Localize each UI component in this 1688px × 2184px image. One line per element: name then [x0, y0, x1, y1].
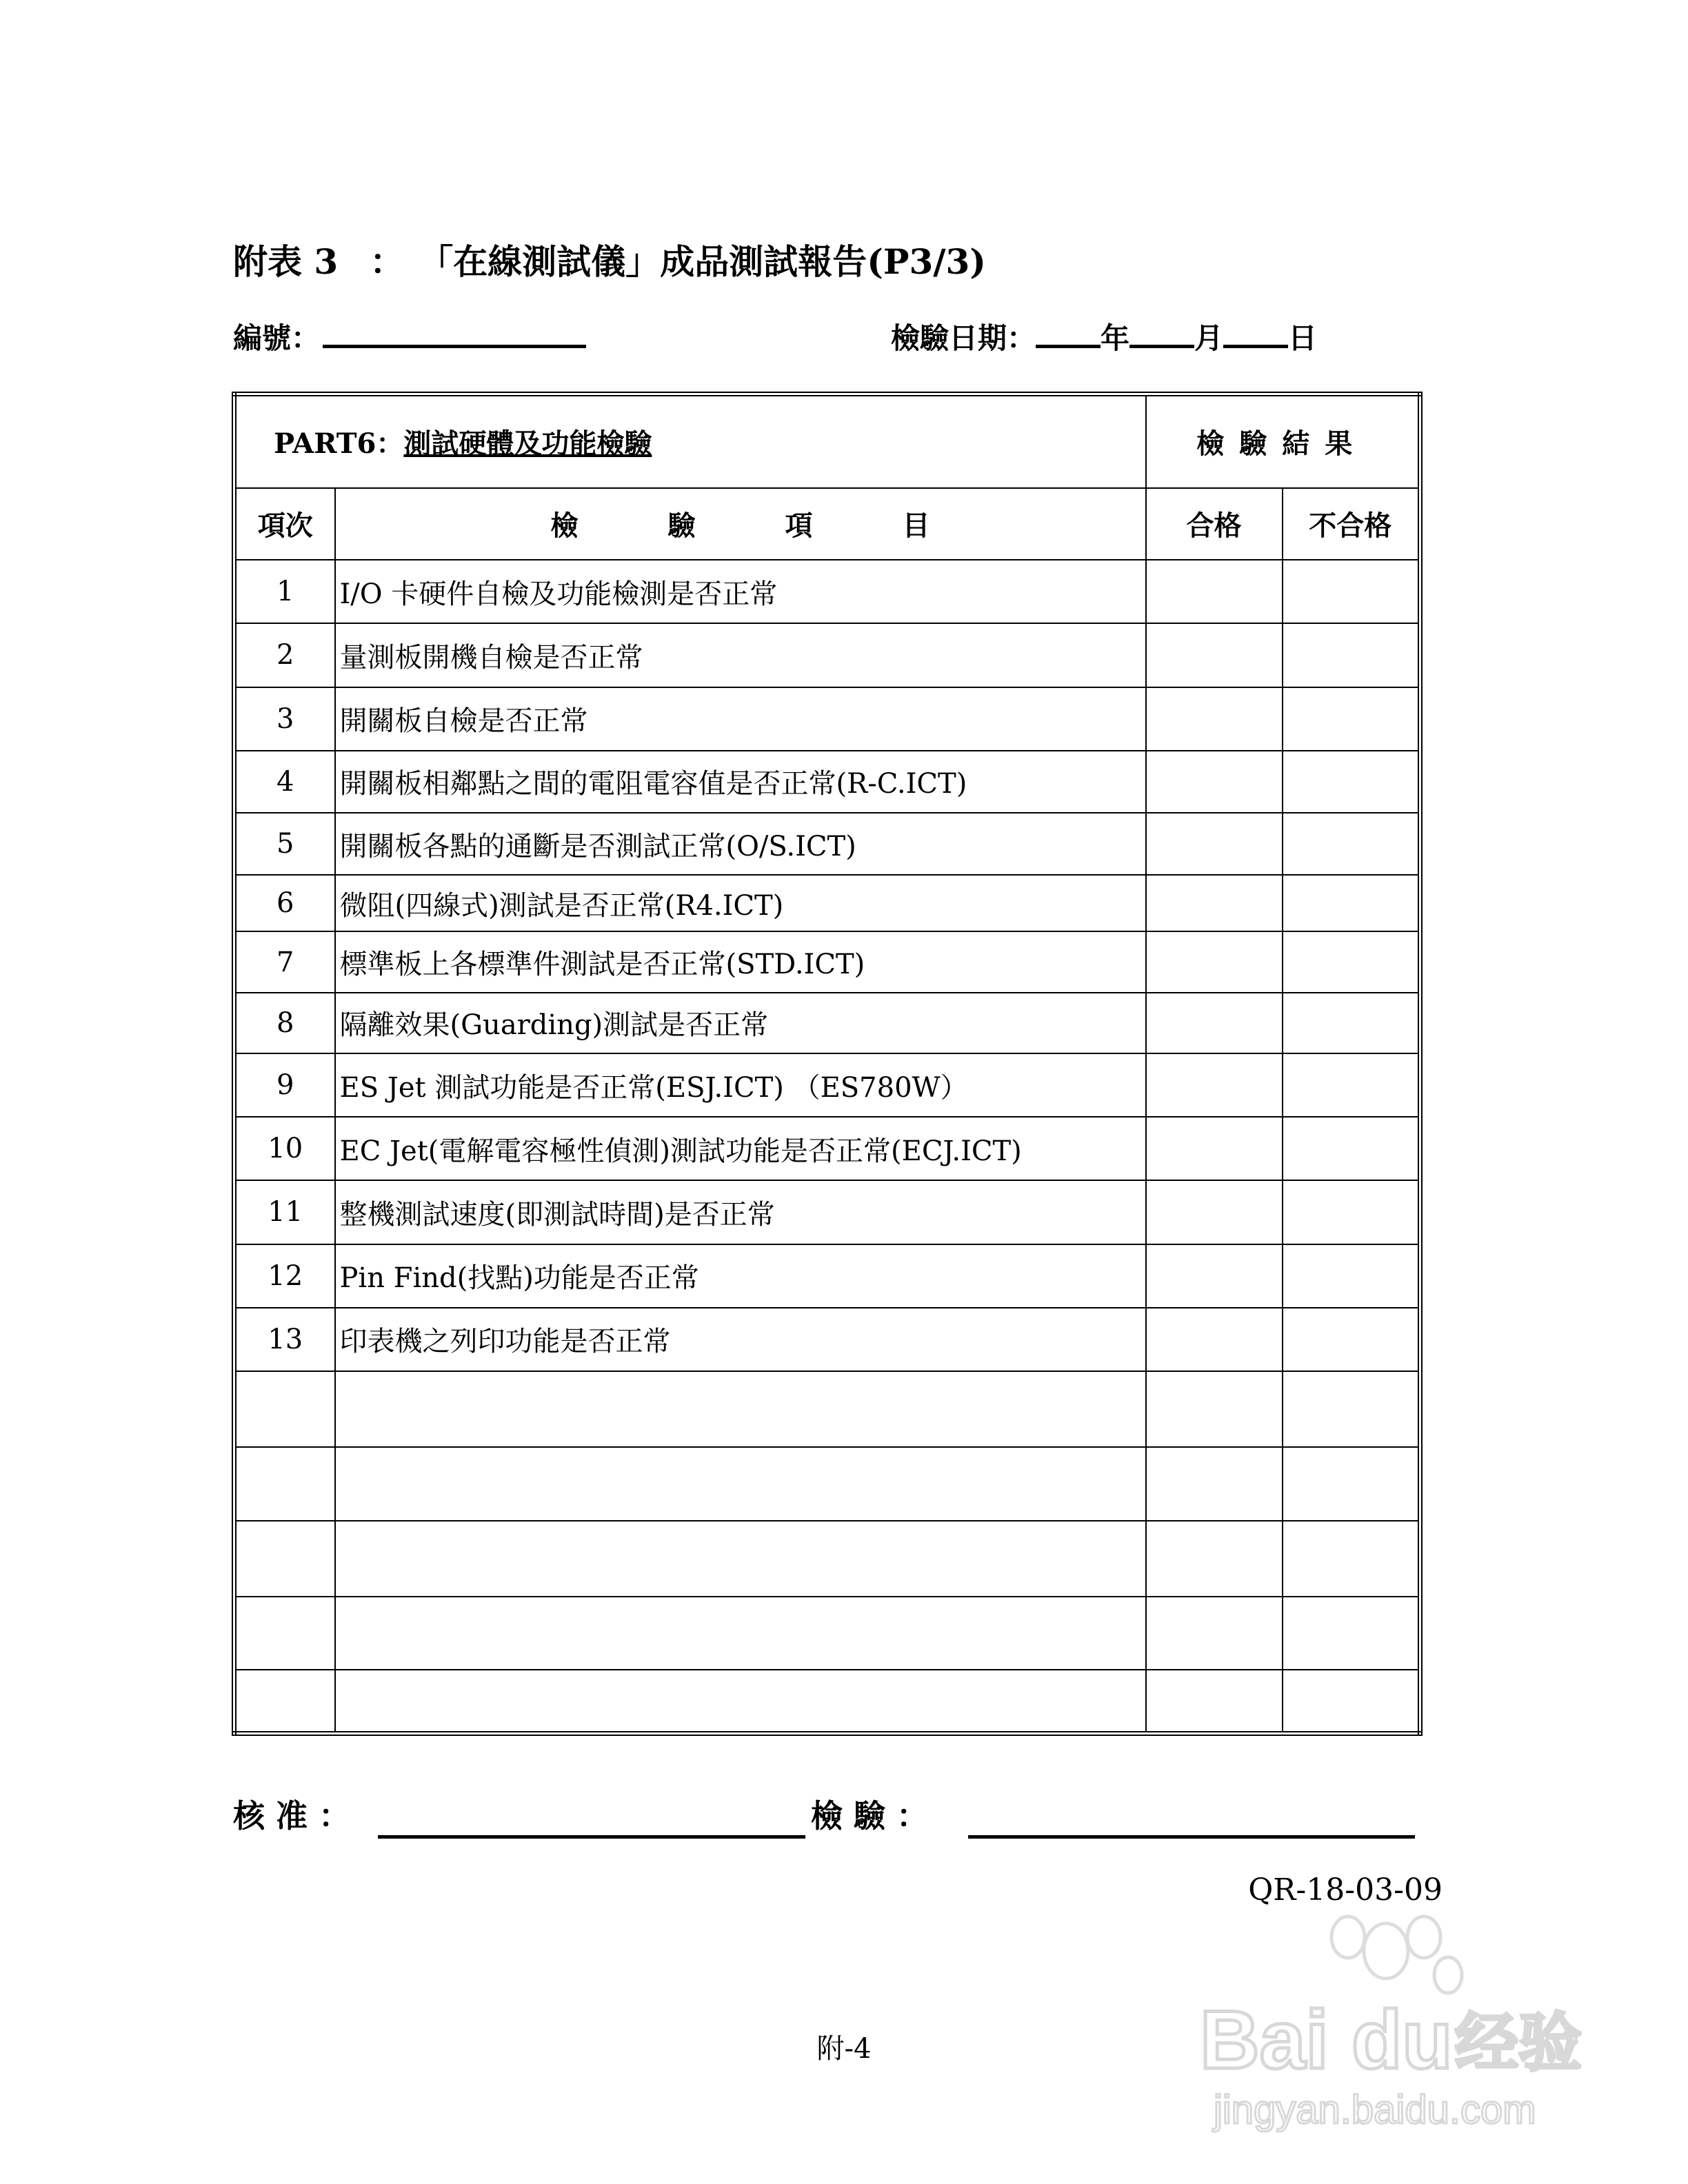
row-item: 量測板開機自檢是否正常 [335, 623, 1146, 687]
blank-fail-cell [1283, 1597, 1420, 1670]
baidu-watermark-logo [1186, 1910, 1586, 2137]
row-item: EC Jet(電解電容極性偵測)測試功能是否正常(ECJ.ICT) [335, 1117, 1146, 1180]
blank-pass-cell [1146, 1447, 1283, 1520]
table-row [234, 993, 1420, 1053]
col-header-pass: 合格 [1146, 488, 1283, 560]
row-item: Pin Find(找點)功能是否正常 [335, 1244, 1146, 1308]
row-item: I/O 卡硬件自檢及功能檢測是否正常 [335, 560, 1146, 623]
pass-cell [1146, 813, 1283, 875]
row-number: 4 [234, 751, 335, 813]
inspect-label: 檢 驗 ： [811, 1797, 929, 1834]
col-header-item [335, 488, 1146, 560]
table-section-header [234, 394, 1420, 488]
table-row [234, 813, 1420, 875]
day-blank [1223, 317, 1288, 348]
blank-fail-cell [1283, 1670, 1420, 1733]
fail-cell [1283, 993, 1420, 1053]
blank-item-cell [335, 1447, 1146, 1520]
fail-cell [1283, 1053, 1420, 1117]
blank-row [234, 1670, 1420, 1733]
form-code: QR-18-03-09 [1248, 1872, 1443, 1908]
fail-cell [1283, 813, 1420, 875]
pass-cell [1146, 623, 1283, 687]
blank-item-cell [335, 1670, 1146, 1733]
svg-text:Bai: Bai [1200, 1994, 1329, 2086]
blank-pass-cell [1146, 1670, 1283, 1733]
blank-no-cell [234, 1447, 335, 1520]
year-label: 年 [1101, 321, 1130, 355]
month-blank [1129, 317, 1194, 348]
document-title [233, 234, 986, 284]
row-item: 微阻(四線式)測試是否正常(R4.ICT) [335, 875, 1146, 931]
blank-pass-cell [1146, 1371, 1283, 1447]
pass-cell [1146, 1308, 1283, 1371]
blank-fail-cell [1283, 1447, 1420, 1520]
pass-cell [1146, 751, 1283, 813]
blank-item-cell [335, 1371, 1146, 1447]
fail-cell [1283, 875, 1420, 931]
table-row [234, 1308, 1420, 1371]
blank-item-cell [335, 1597, 1146, 1670]
table-row [234, 751, 1420, 813]
pass-cell [1146, 931, 1283, 992]
table-row [234, 1180, 1420, 1244]
row-item: 印表機之列印功能是否正常 [335, 1308, 1146, 1371]
row-number: 10 [234, 1117, 335, 1180]
pass-cell [1146, 687, 1283, 751]
title-colon: ： [370, 241, 405, 282]
pass-cell [1146, 875, 1283, 931]
fail-cell [1283, 1244, 1420, 1308]
table-row [234, 560, 1420, 623]
part-label: PART6： [274, 427, 404, 461]
blank-row [234, 1447, 1420, 1520]
table-row [234, 875, 1420, 931]
pass-cell [1146, 1053, 1283, 1117]
page-number: 附-4 [816, 2033, 872, 2065]
fail-cell [1283, 687, 1420, 751]
title-prefix: 附表 3 [233, 241, 339, 282]
date-label: 檢驗日期： [891, 321, 1036, 355]
row-number: 11 [234, 1180, 335, 1244]
blank-row [234, 1597, 1420, 1670]
blank-no-cell [234, 1371, 335, 1447]
row-number: 3 [234, 687, 335, 751]
fail-cell [1283, 1117, 1420, 1180]
table-row [234, 623, 1420, 687]
row-item: 開關板相鄰點之間的電阻電容值是否正常(R-C.ICT) [335, 751, 1146, 813]
pass-cell [1146, 1117, 1283, 1180]
table-row [234, 931, 1420, 992]
pass-cell [1146, 1180, 1283, 1244]
row-number: 2 [234, 623, 335, 687]
col-header-no: 項次 [234, 488, 335, 560]
blank-row [234, 1371, 1420, 1447]
year-blank [1036, 317, 1101, 348]
row-number: 9 [234, 1053, 335, 1117]
pass-cell [1146, 1244, 1283, 1308]
row-item: ES Jet 測試功能是否正常(ESJ.ICT) （ES780W） [335, 1053, 1146, 1117]
row-number: 8 [234, 993, 335, 1053]
fail-cell [1283, 751, 1420, 813]
row-number: 6 [234, 875, 335, 931]
fail-cell [1283, 931, 1420, 992]
blank-no-cell [234, 1521, 335, 1597]
row-item: 開關板自檢是否正常 [335, 687, 1146, 751]
table-column-header [234, 488, 1420, 560]
row-number: 1 [234, 560, 335, 623]
row-number: 13 [234, 1308, 335, 1371]
pass-cell [1146, 993, 1283, 1053]
blank-no-cell [234, 1597, 335, 1670]
day-label: 日 [1288, 321, 1318, 355]
blank-pass-cell [1146, 1521, 1283, 1597]
pass-cell [1146, 560, 1283, 623]
fail-cell [1283, 1180, 1420, 1244]
row-number: 12 [234, 1244, 335, 1308]
row-number: 7 [234, 931, 335, 992]
blank-fail-cell [1283, 1521, 1420, 1597]
blank-fail-cell [1283, 1371, 1420, 1447]
blank-item-cell [335, 1521, 1146, 1597]
part-title [234, 394, 1146, 488]
row-number: 5 [234, 813, 335, 875]
title-main: 「在線測試儀」成品測試報告(P3/3) [436, 241, 986, 282]
blank-no-cell [234, 1670, 335, 1733]
row-item: 整機測試速度(即測試時間)是否正常 [335, 1180, 1146, 1244]
fail-cell [1283, 560, 1420, 623]
table-row [234, 687, 1420, 751]
row-item: 隔離效果(Guarding)測試是否正常 [335, 993, 1146, 1053]
part-subtitle: 測試硬體及功能檢驗 [403, 427, 652, 461]
inspection-table [232, 392, 1423, 1736]
row-item: 開關板各點的通斷是否測試正常(O/S.ICT) [335, 813, 1146, 875]
table-row [234, 1117, 1420, 1180]
blank-row [234, 1521, 1420, 1597]
svg-text:jingyan.baidu.com: jingyan.baidu.com [1214, 2087, 1536, 2132]
month-label: 月 [1194, 321, 1224, 355]
row-item: 標準板上各標準件測試是否正常(STD.ICT) [335, 931, 1146, 992]
date-field [891, 316, 1317, 357]
serial-blank [323, 317, 586, 348]
approve-label: 核 准 ： [233, 1797, 351, 1834]
serial-label: 編號： [233, 321, 321, 355]
table-row [234, 1053, 1420, 1117]
table-row [234, 1244, 1420, 1308]
serial-field [233, 316, 586, 357]
svg-text:du: du [1352, 1994, 1453, 2086]
fail-cell [1283, 623, 1420, 687]
blank-pass-cell [1146, 1597, 1283, 1670]
col-header-item-text: 檢驗項目 [550, 509, 1020, 543]
result-header: 檢驗結果 [1146, 394, 1420, 488]
col-header-fail: 不合格 [1283, 488, 1420, 560]
fail-cell [1283, 1308, 1420, 1371]
approve-signature-line [378, 1835, 805, 1839]
svg-text:经验: 经验 [1455, 2006, 1582, 2080]
inspect-signature-line [968, 1835, 1415, 1839]
